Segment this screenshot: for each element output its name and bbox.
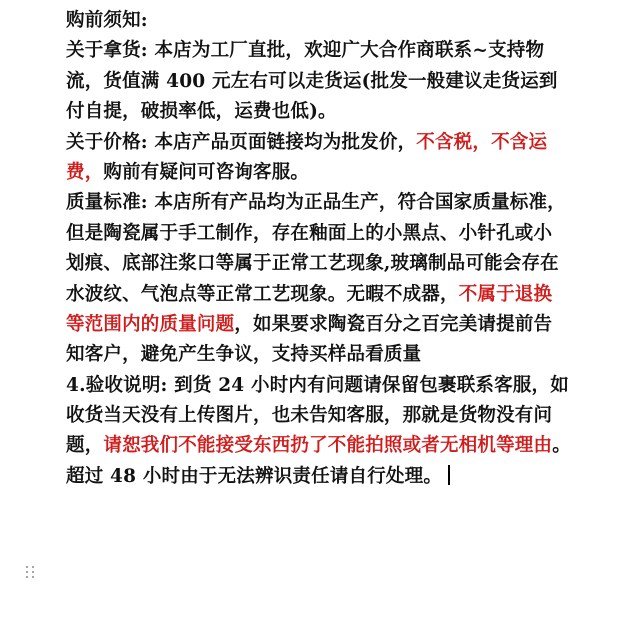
text-run: 购前有疑问可咨询客服。 — [103, 161, 310, 183]
text-line — [66, 188, 586, 218]
text-line — [66, 97, 586, 127]
text-run: 。 — [552, 435, 571, 457]
text-line — [66, 310, 586, 340]
text-run: 关于拿货: 本店为工厂直批，欢迎广大合作商联系~支持物 — [66, 40, 545, 62]
highlighted-text: 不属于退换 — [458, 283, 553, 305]
text-run: 关于价格: 本店产品页面链接均为批发价， — [66, 131, 417, 153]
text-run: 超过 48 小时由于无法辨识责任请自行处理。 — [66, 465, 443, 487]
text-line — [66, 36, 586, 66]
text-run: ，如果要求陶瓷百分之百完美请提前告 — [234, 313, 553, 335]
document-body — [66, 6, 586, 492]
text-line — [66, 67, 586, 97]
text-run: 水波纹、气泡点等正常工艺现象。无暇不成器， — [66, 283, 459, 305]
text-run: 划痕、底部注浆口等属于正常工艺现象,玻璃制品可能会存在 — [66, 253, 559, 275]
text-line — [66, 371, 586, 401]
text-cursor — [448, 465, 450, 485]
highlighted-text: 等范围内的质量问题 — [66, 313, 235, 335]
text-line — [66, 401, 586, 431]
text-run: 题， — [66, 435, 104, 457]
text-run: 购前须知: — [66, 10, 148, 31]
text-line — [66, 6, 586, 36]
text-run: 知客户，避免产生争议，支持买样品看质量 — [66, 344, 422, 366]
highlighted-text: 不含税，不含运 — [416, 131, 548, 153]
drag-handle-icon[interactable] — [26, 566, 36, 580]
text-line — [66, 431, 586, 461]
text-line — [66, 280, 586, 310]
text-run: 4.验收说明: 到货 24 小时内有问题请保留包裹联系客服，如 — [66, 374, 569, 396]
text-line — [66, 462, 586, 492]
text-line — [66, 219, 586, 249]
text-run: 付自提，破损率低，运费也低)。 — [66, 101, 337, 123]
text-line — [66, 249, 586, 279]
text-line — [66, 128, 586, 158]
text-line — [66, 158, 586, 188]
text-line — [66, 340, 586, 370]
highlighted-text: 费， — [66, 161, 104, 183]
text-run: 质量标准: 本店所有产品均为正品生产，符合国家质量标准， — [66, 192, 566, 214]
text-run: 但是陶瓷属于手工制作，存在釉面上的小黑点、小针孔或小 — [66, 222, 553, 244]
text-run: 收货当天没有上传图片，也未告知客服，那就是货物没有问 — [66, 405, 553, 427]
highlighted-text: 请恕我们不能接受东西扔了不能拍照或者无相机等理由 — [103, 435, 553, 457]
text-run: 流，货值满 400 元左右可以走货运(批发一般建议走货运到 — [66, 70, 558, 92]
